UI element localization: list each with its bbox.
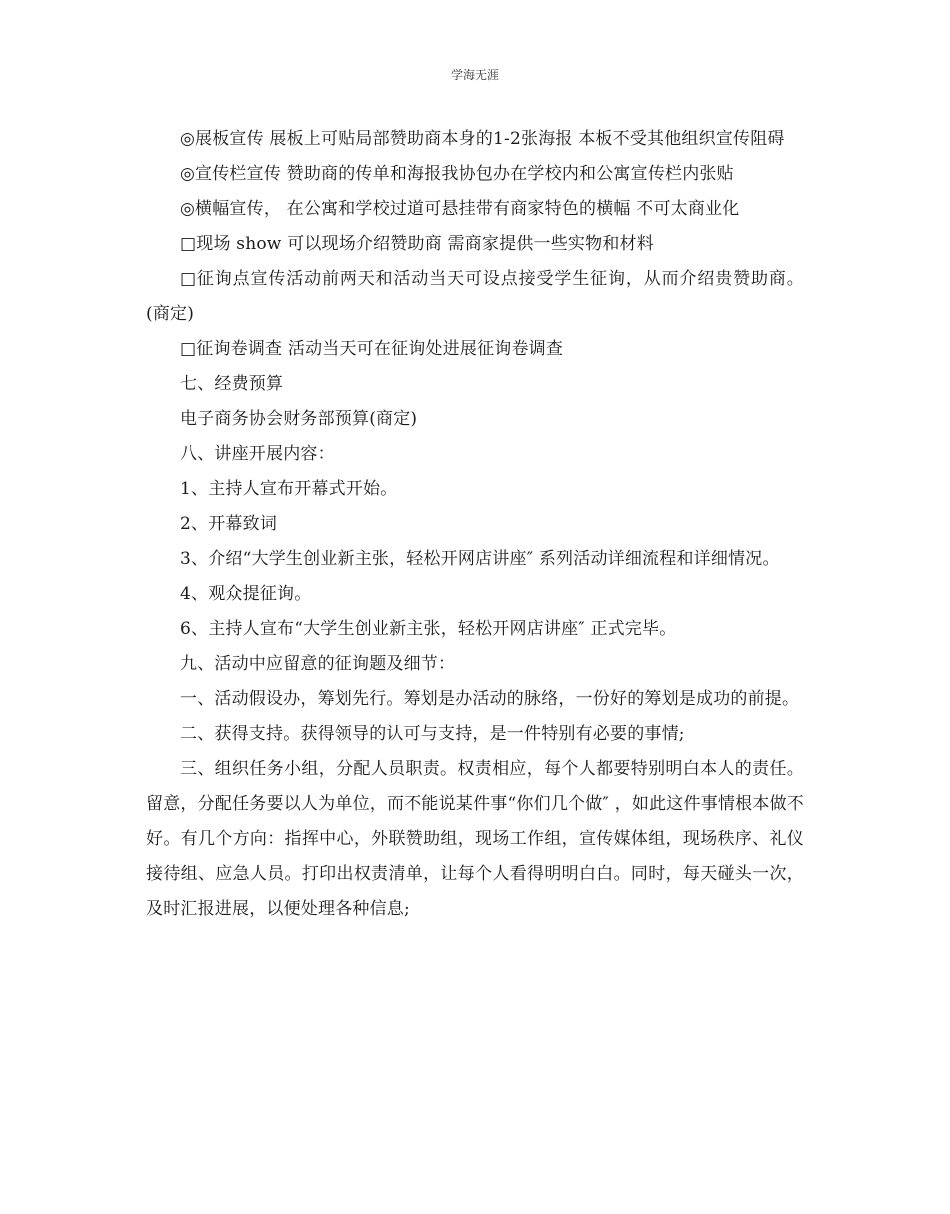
list-item-6: 6、主持人宣布“大学生创业新主张，轻松开网店讲座″ 正式完毕。 — [180, 619, 677, 639]
paragraph-bulletin-board: ◎宣传栏宣传 赞助商的传单和海报我协包办在学校内和公寓宣传栏内张贴 — [180, 164, 734, 184]
paragraph-consult-point: □征询点宣传活动前两天和活动当天可设点接受学生征询，从而介绍贵赞助商。(商定) — [146, 269, 804, 324]
list-item-3: 3、介绍“大学生创业新主张，轻松开网店讲座″ 系列活动详细流程和详细情况。 — [180, 549, 780, 569]
paragraph-display-board: ◎展板宣传 展板上可贴局部赞助商本身的1-2张海报 本板不受其他组织宣传阻碍 — [180, 129, 785, 149]
section-heading-budget: 七、经费预算 — [180, 374, 284, 394]
list-item-2: 2、开幕致词 — [180, 514, 278, 534]
paragraph-support: 二、获得支持。获得领导的认可与支持，是一件特别有必要的事情; — [180, 724, 685, 744]
paragraph-team: 三、组织任务小组，分配人员职责。权责相应，每个人都要特别明白本人的责任。留意，分配任务要以人为单位，而不能说某件事“你们几个做″ ，如此这件事情根本做不好。有几个方向：指挥中心，外联赞助组，现场工作组，宣传媒体组，现场秩序、礼仪接待组、应急人员。打印出权责清单，让每个人看得明明白白。同时，每天碰头一次，及时汇报进展，以便处理各种信息; — [146, 759, 804, 919]
section-heading-notes: 九、活动中应留意的征询题及细节： — [180, 654, 456, 674]
list-item-1: 1、主持人宣布开幕式开始。 — [180, 479, 398, 499]
paragraph-banner: ◎横幅宣传， 在公寓和学校过道可悬挂带有商家特色的横幅 不可太商业化 — [180, 199, 740, 219]
document-body — [146, 122, 804, 927]
page-header: 学海无涯 — [450, 68, 499, 82]
paragraph-planning: 一、活动假设办，筹划先行。筹划是办活动的脉络，一份好的筹划是成功的前提。 — [180, 689, 800, 709]
paragraph-survey: □征询卷调查 活动当天可在征询处进展征询卷调查 — [180, 339, 564, 359]
list-item-4: 4、观众提征询。 — [180, 584, 312, 604]
paragraph-live-show: □现场 show 可以现场介绍赞助商 需商家提供一些实物和材料 — [180, 234, 654, 254]
section-heading-lecture: 八、讲座开展内容： — [180, 444, 335, 464]
paragraph-budget: 电子商务协会财务部预算(商定) — [180, 409, 418, 429]
